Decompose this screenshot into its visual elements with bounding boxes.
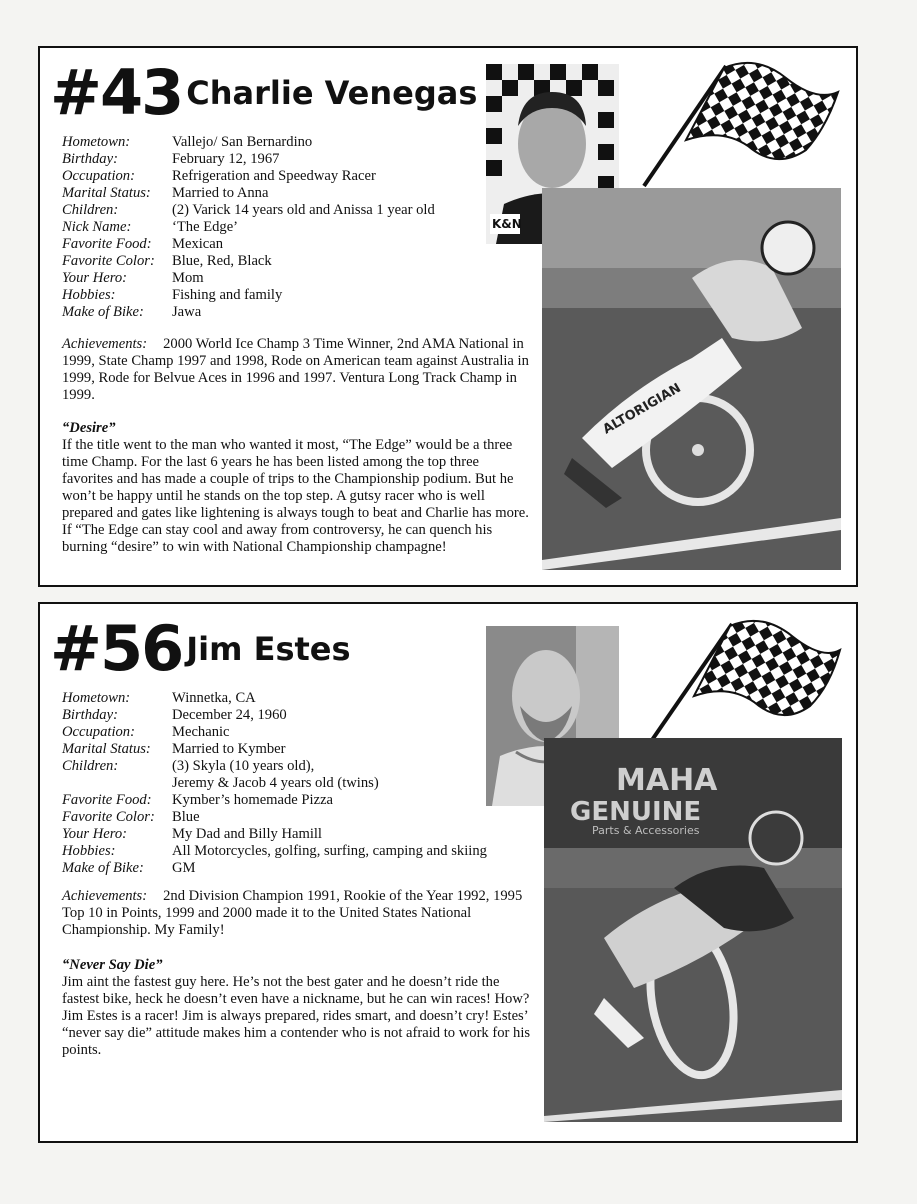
fact-row — [62, 236, 435, 253]
fact-value: (2) Varick 14 years old and Anissa 1 year old — [172, 202, 435, 218]
rider-number: #43 — [50, 56, 183, 129]
rider-action-photo — [542, 188, 841, 570]
fact-value: Mechanic — [172, 724, 230, 740]
fact-label: Favorite Color: — [62, 809, 155, 825]
rider-number: #56 — [50, 612, 183, 685]
achievements — [62, 336, 532, 404]
fact-value: Refrigeration and Speedway Racer — [172, 168, 376, 184]
fact-label: Hometown: — [62, 690, 131, 706]
fact-row — [62, 304, 435, 321]
fact-row — [62, 185, 435, 202]
rider-name: Jim Estes — [186, 629, 351, 668]
fact-label: Marital Status: — [62, 741, 151, 757]
fact-label: Occupation: — [62, 724, 135, 740]
bio-text: If the title went to the man who wanted it most, “The Edge” would be a three time Champ. For the last 6 years he has been listed among the top three favorites and has made a couple of trips to the Championship podium. But he won’t be happy until he stands on the top step. A gutsy racer who is well prepared and gates like lightening is always tough to beat and Charlie has more. If “The Edge can stay cool and away from controversy, he can quench his burning “desire” to win with National Championship champagne! — [62, 437, 529, 555]
fact-label: Occupation: — [62, 168, 135, 184]
fact-row — [62, 758, 487, 792]
rider-card-43 — [38, 46, 858, 587]
rider-title — [50, 612, 351, 685]
bio — [62, 957, 532, 1059]
fact-row — [62, 270, 435, 287]
fact-row — [62, 843, 487, 860]
fact-row — [62, 826, 487, 843]
fact-label: Marital Status: — [62, 185, 151, 201]
checkered-flag-icon — [636, 58, 840, 188]
svg-text:ALTORIGIAN: ALTORIGIAN — [600, 380, 684, 438]
fact-label: Your Hero: — [62, 270, 128, 286]
fact-label: Hobbies: — [62, 287, 116, 303]
fact-label: Favorite Food: — [62, 236, 152, 252]
svg-text:Parts & Accessories: Parts & Accessories — [592, 824, 700, 837]
bio-heading: “Desire” — [62, 420, 116, 436]
checkered-flag-icon — [646, 616, 842, 742]
fact-row — [62, 860, 487, 877]
fact-label: Favorite Food: — [62, 792, 152, 808]
fact-value: February 12, 1967 — [172, 151, 280, 167]
fact-row — [62, 724, 487, 741]
fact-label: Hometown: — [62, 134, 131, 150]
fact-value: December 24, 1960 — [172, 707, 287, 723]
fact-label: Nick Name: — [62, 219, 132, 235]
fact-label: Make of Bike: — [62, 304, 144, 320]
fact-label: Hobbies: — [62, 843, 116, 859]
fact-value: Winnetka, CA — [172, 690, 256, 706]
fact-label: Children: — [62, 202, 119, 218]
svg-text:GENUINE: GENUINE — [570, 797, 702, 827]
rider-facts — [62, 134, 435, 321]
rider-title — [50, 56, 477, 129]
rider-name: Charlie Venegas — [186, 73, 478, 112]
fact-value: GM — [172, 860, 196, 876]
fact-value: Kymber’s homemade Pizza — [172, 792, 334, 808]
fact-value: Blue — [172, 809, 200, 825]
achievements-label: Achievements: — [62, 336, 148, 352]
fact-row — [62, 690, 487, 707]
fact-value: Married to Kymber — [172, 741, 286, 757]
fact-value: Blue, Red, Black — [172, 253, 272, 269]
fact-row — [62, 168, 435, 185]
achievements-text: 2000 World Ice Champ 3 Time Winner, 2nd AMA National in 1999, State Champ 1997 and 1998, Rode on American team against Australia in 1999, Rode for Belvue Aces in 1996 and 1997. Ventura Long Track Champ in 1999. — [62, 336, 529, 403]
fact-value: Married to Anna — [172, 185, 269, 201]
fact-value: ‘The Edge’ — [172, 219, 239, 235]
fact-value: Jawa — [172, 304, 202, 320]
fact-value: Mom — [172, 270, 204, 286]
fact-label: Make of Bike: — [62, 860, 144, 876]
fact-value: (3) Skyla (10 years old), Jeremy & Jacob 4 years old (twins) — [172, 758, 379, 791]
bio — [62, 420, 532, 556]
fact-row — [62, 741, 487, 758]
fact-row — [62, 792, 487, 809]
fact-row — [62, 134, 435, 151]
fact-row — [62, 202, 435, 219]
fact-row — [62, 707, 487, 724]
fact-row — [62, 151, 435, 168]
rider-card-56 — [38, 602, 858, 1143]
fact-value: Mexican — [172, 236, 224, 252]
fact-row — [62, 809, 487, 826]
fact-value: Vallejo/ San Bernardino — [172, 134, 313, 150]
fact-row — [62, 219, 435, 236]
fact-label: Birthday: — [62, 151, 118, 167]
achievements — [62, 888, 532, 939]
fact-value: All Motorcycles, golfing, surfing, camping and skiing — [172, 843, 487, 859]
fact-label: Your Hero: — [62, 826, 128, 842]
rider-action-photo — [544, 738, 842, 1122]
bio-heading: “Never Say Die” — [62, 957, 163, 973]
fact-value: Fishing and family — [172, 287, 283, 303]
fact-row — [62, 253, 435, 270]
bio-text: Jim aint the fastest guy here. He’s not the best gater and he doesn’t ride the fastest bike, heck he doesn’t even have a nickname, but he can win races! How? Jim Estes is a racer! Jim is always prepared, rides smart, and doesn’t cry! Estes’ “never say die” attitude makes him a contender who is not afraid to work for his points. — [62, 974, 531, 1058]
fact-label: Birthday: — [62, 707, 118, 723]
rider-facts — [62, 690, 487, 877]
fact-label: Children: — [62, 758, 119, 774]
fact-label: Favorite Color: — [62, 253, 155, 269]
fact-value: My Dad and Billy Hamill — [172, 826, 322, 842]
achievements-text: 2nd Division Champion 1991, Rookie of the Year 1992, 1995 Top 10 in Points, 1999 and 2000 made it to the United States National Championship. My Family! — [62, 888, 523, 938]
fact-row — [62, 287, 435, 304]
achievements-label: Achievements: — [62, 888, 148, 904]
svg-text:MAHA: MAHA — [616, 763, 718, 798]
svg-text:K&N: K&N — [492, 217, 522, 231]
